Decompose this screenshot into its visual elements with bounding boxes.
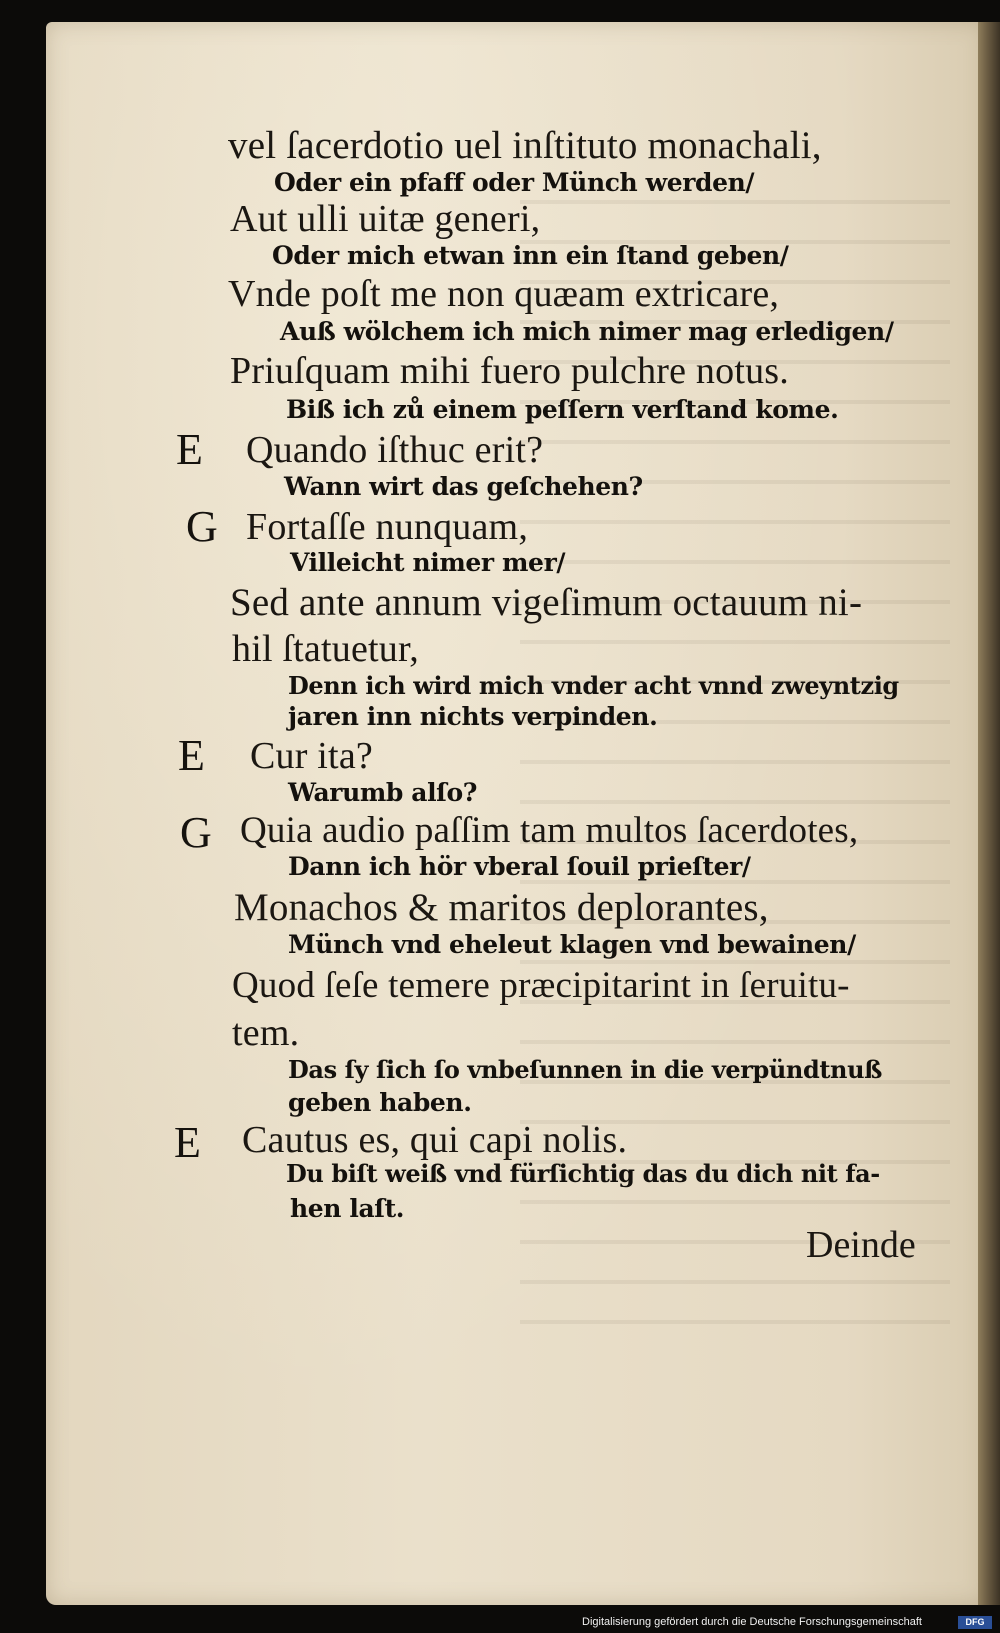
german-line: Villeicht nimer mer/	[290, 548, 566, 577]
speaker-label: E	[176, 425, 203, 474]
latin-line: tem.	[232, 1012, 300, 1054]
dfg-logo: DFG	[958, 1616, 992, 1629]
german-line: Auß wölchem ich mich nimer mag erledigen/	[280, 317, 894, 346]
latin-line: Cautus es, qui capi nolis.	[242, 1119, 628, 1161]
german-line: Münch vnd eheleut klagen vnd bewainen/	[288, 930, 856, 959]
german-line: Dann ich hör vberal ſouil prieſter/	[288, 852, 751, 881]
latin-line: Aut ulli uitæ generi,	[230, 198, 541, 240]
latin-line: Vnde poſt me non quæam extricare,	[228, 273, 780, 315]
latin-line: Fortaſſe nunquam,	[246, 506, 529, 548]
german-line: Oder ein pfaff oder Münch werden/	[274, 168, 755, 197]
speaker-label: E	[174, 1118, 201, 1167]
german-line: Denn ich wird mich vnder acht vnnd zweyntzig	[288, 671, 899, 700]
speaker-label: E	[178, 731, 205, 780]
german-line: Das ſy ſich ſo vnbeſunnen in die verpündtnuß	[288, 1055, 882, 1084]
german-line: jaren inn nichts verpinden.	[288, 702, 658, 731]
speaker-label: G	[180, 808, 212, 857]
speaker-label: G	[186, 502, 218, 551]
german-line: Oder mich etwan inn ein ſtand geben/	[272, 241, 789, 270]
german-line: Du biſt weiß vnd fürſichtig das du dich nit fa-	[286, 1159, 880, 1188]
latin-line: hil ſtatuetur,	[232, 628, 420, 670]
catchword: Deinde	[806, 1224, 916, 1266]
digitization-credit: Digitalisierung gefördert durch die Deutsche Forschungsgemeinschaft	[582, 1616, 922, 1628]
german-line: geben haben.	[288, 1088, 472, 1117]
german-line: Biß ich zů einem peſſern verſtand kome.	[286, 395, 839, 424]
latin-line: Quia audio paſſim tam multos ſacerdotes,	[240, 810, 859, 851]
latin-line: Cur ita?	[250, 735, 373, 777]
latin-line: Quod ſeſe temere præcipitarint in ſeruitu-	[232, 965, 850, 1006]
latin-line: Monachos & maritos deplorantes,	[234, 886, 769, 929]
latin-line: Priuſquam mihi fuero pulchre notus.	[230, 350, 789, 392]
german-line: Warumb alſo?	[288, 778, 478, 807]
latin-line: Sed ante annum vigeſimum octauum ni-	[230, 581, 863, 624]
german-line: Wann wirt das geſchehen?	[284, 472, 643, 501]
latin-line: Quando iſthuc erit?	[246, 429, 544, 471]
german-line: hen laſt.	[290, 1194, 405, 1223]
latin-line: vel ſacerdotio uel inſtituto monachali,	[228, 124, 822, 167]
page-edge	[978, 22, 1000, 1605]
